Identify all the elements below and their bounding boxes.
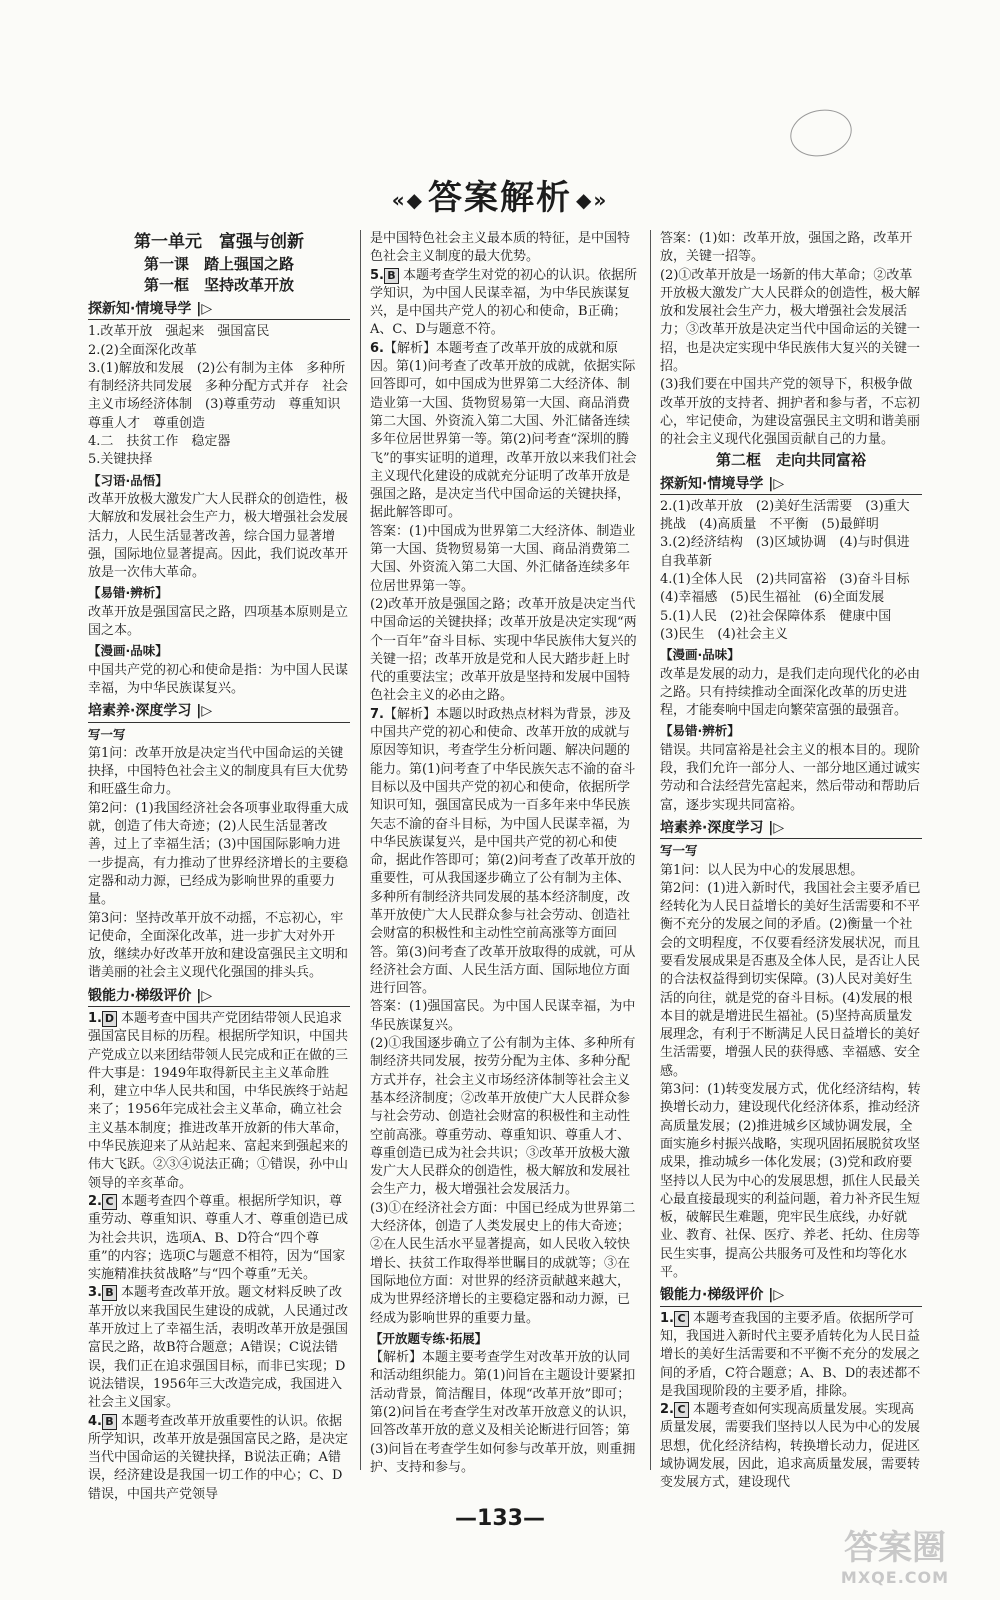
unit-heading: 第一单元 富强与创新 xyxy=(134,232,304,252)
subheading: 【习语·品悟】 xyxy=(88,472,168,488)
answer-badge: D xyxy=(102,1011,117,1027)
answer-badge: B xyxy=(384,268,399,284)
answer-item: 6.【解析】本题考查了改革开放的成就和原因。第(1)问考查了改革开放的成就，依据实际回答即可，如中国成为世界第二大经济体、制造业第一大国、货物贸易第一大国、商品消费第二大国、外资流入第二大国、外汇储备连续多年位居世界第一等。第(2)问考查“深圳的腾飞”的事实证明的道理，改革开放以来我们社会主义现代化建设的成就充分证明了改革开放是强国之路，是决定当代中国命运的关键抉择，据此解答即可。 xyxy=(370,340,637,521)
list-item: 5.关键抉择 xyxy=(88,452,153,468)
stamp-seal xyxy=(786,104,856,162)
paragraph: (3)我们要在中国共产党的领导下，积极争做改革开放的支持者、拥护者和参与者，不忘初心，牢记使命，为建设富强民主文明和谐美丽的社会主义现代化强国贡献自己的力量。 xyxy=(660,377,921,448)
subheading: 写一写 xyxy=(660,843,698,859)
section-heading: 锻能力·梯级评价 |▷ xyxy=(88,987,350,1007)
paragraph: 第1问：改革开放是决定当代中国命运的关键抉择，中国特色社会主义的制度具有巨大优势和旺盛生命力。 xyxy=(88,745,349,798)
section-heading: 培素养·深度学习 |▷ xyxy=(88,702,350,722)
answer-item: 7.【解析】本题以时政热点材料为背景，涉及中国共产党的初心和使命、改革开放的成就与原因等知识，考查学生分析问题、解决问题的能力。第(1)问考查了中华民族矢志不渝的奋斗目标以及中国共产党的初心和使命，依据所学知识可知，强国富民成为一百多年来中华民族矢志不渝的奋斗目标，为中国人民谋幸福，为中华民族谋复兴，是中国共产党的初心和使命，据此作答即可；第(2)问考查了改革开放的重要性，可从我国逐步确立了公有制为主体、多种所有制经济共同发展的基本经济制度，改革开放使广大人民群众参与社会劳动、创造社会财富的积极性和主动性空前高涨等方面回答。第(3)问考查了改革开放取得的成就，可从经济社会方面、人民生活方面、国际地位方面进行回答。 xyxy=(370,706,636,997)
paragraph: 第3问：坚持改革开放不动摇，不忘初心，牢记使命，全面深化改革，进一步扩大对外开放，继续办好改革开放和建设富强民主文明和谐美丽的社会主义现代化强国的排头兵。 xyxy=(88,910,349,981)
diamond-deco-icon: «◆ xyxy=(391,187,424,212)
column-divider xyxy=(650,230,651,1470)
answer-badge: C xyxy=(102,1194,117,1210)
list-item: 4.二 扶贫工作 稳定器 xyxy=(88,434,231,450)
paragraph: 改革开放是强国富民之路，四项基本原则是立国之本。 xyxy=(88,604,349,639)
list-item: 4.(1)全体人民 (2)共同富裕 (3)奋斗目标 (4)幸福感 (5)民生福祉 (6)全面发展 xyxy=(660,572,923,606)
answer-item: 4. B 本题考查改革开放重要性的认识。依据所学知识，改革开放是强国富民之路，是决定当代中国命运的关键抉择，B说法正确；A错误，经济建设是我国一切工作的中心；C、D错误，中国共产党领导 xyxy=(88,1413,349,1502)
paragraph: (2)①改革开放是一场新的伟大革命；②改革开放极大激发广大人民群众的创造性，极大解放和发展社会生产力，极大增强社会发展活力；③改革开放是决定当代中国命运的关键一招，也是决定实现中华民族伟大复兴的关键一招。 xyxy=(660,267,921,375)
paragraph: 中国共产党的初心和使命是指：为中国人民谋幸福，为中华民族谋复兴。 xyxy=(88,662,349,696)
answer-item: 1. D 本题考查中国共产党团结带领人民追求强国富民目标的历程。根据所学知识，中国共产党成立以来团结带领人民完成和正在做的三件大事是：1949年取得新民主主义革命胜利，建立中华人民共和国，中华民族终于站起来了；1956年完成社会主义革命，确立社会主义基本制度；推进改革开放新的伟大革命，中华民族迎来了从站起来、富起来到强起来的伟大飞跃。②③④说法正确；①错误，孙中山领导的辛亥革命。 xyxy=(88,1010,349,1191)
paragraph: 答案：(1)如：改革开放，强国之路，改革开放，关键一招等。 xyxy=(660,231,913,265)
list-item: 2.(1)改革开放 (2)美好生活需要 (3)重大挑战 (4)高质量 不平衡 (5)最鲜明 xyxy=(660,498,910,533)
frame-heading: 第一框 坚持改革开放 xyxy=(143,276,294,294)
frame-heading: 第二框 走向共同富裕 xyxy=(715,450,866,469)
title-text: 答案解析 xyxy=(428,178,572,218)
answer-item: 5. B 本题考查学生对党的初心的认识。依据所学知识，为中国人民谋幸福，为中华民族谋复兴，是中国共产党人的初心和使命，B正确；A、C、D与题意不符。 xyxy=(370,267,637,338)
subheading: 【易错·辨析】 xyxy=(660,723,740,739)
list-item: 2.(2)全面深化改革 xyxy=(88,342,197,358)
paragraph: 第2问：(1)进入新时代，我国社会主要矛盾已经转化为人民日益增长的美好生活需要和不平衡不充分的发展之间的矛盾。(2)衡量一个社会的文明程度，不仅要看经济发展状况，而且要看发展成果是否惠及全体人民，是否让人民的合法权益得到切实保障。(3)人民对美好生活的向往，就是党的奋斗目标。(4)发展的根本目的就是增进民生福祉。(5)坚持高质量发展理念，有利于不断满足人民日益增长的美好生活需要，增强人民的获得感、幸福感、安全感。 xyxy=(660,880,921,1079)
column-divider xyxy=(360,230,361,1470)
section-heading: 探新知·情境导学 |▷ xyxy=(88,300,350,320)
section-heading: 培素养·深度学习 |▷ xyxy=(660,819,922,839)
paragraph: 答案：(1)强国富民。为中国人民谋幸福，为中华民族谋复兴。 xyxy=(370,999,636,1033)
watermark-url: MXQE.COM xyxy=(840,1568,950,1587)
column-3 xyxy=(660,230,922,1510)
answer-badge: B xyxy=(102,1285,117,1301)
paragraph: 【解析】本题主要考查学生对改革开放的认同和活动组织能力。第(1)问旨在主题设计要紧扣活动背景，简洁醒目，体现“改革开放”即可；第(2)问旨在考查学生对改革开放意义的认识，回答改革开放的意义及相关论断进行回答；第(3)问旨在考查学生如何参与改革开放，则重拥护、支持和参与。 xyxy=(370,1350,636,1475)
subheading: 【开放题专练·拓展】 xyxy=(370,1330,488,1346)
page-title xyxy=(0,170,1000,219)
page-number: —133— xyxy=(455,1506,545,1531)
paragraph: 是中国特色社会主义最本质的特征，是中国特色社会主义制度的最大优势。 xyxy=(370,231,631,265)
paragraph: (2)改革开放是强国之路；改革开放是决定当代中国命运的关键抉择；改革开放是决定实现“两个一百年”奋斗目标、实现中华民族伟大复兴的关键一招；改革开放是党和人民大踏步赶上时代的重要法宝；改革开放是坚持和发展中国特色社会主义的必由之路。 xyxy=(370,596,637,704)
paragraph: 答案：(1)中国成为世界第二大经济体、制造业第一大国、货物贸易第一大国、商品消费第二大国、外资流入第二大国、外汇储备连续多年位居世界第一等。 xyxy=(370,523,636,594)
subheading: 写一写 xyxy=(88,726,126,742)
watermark-text: 答案圈 xyxy=(844,1528,946,1568)
answer-badge: B xyxy=(102,1414,117,1430)
list-item: 1.改革开放 强起来 强国富民 xyxy=(88,324,270,340)
paragraph: 第1问：以人民为中心的发展思想。 xyxy=(660,862,864,878)
paragraph: 第2问：(1)我国经济社会各项事业取得重大成就，创造了伟大奇迹；(2)人民生活显著改善，过上了幸福生活；(3)中国国际影响力进一步提高，有力推动了世界经济增长的主要稳定器和动力源，已经成为影响世界的重要力量。 xyxy=(88,800,349,908)
paragraph: (2)①我国逐步确立了公有制为主体、多种所有制经济共同发展，按劳分配为主体、多种分配方式并存，社会主义市场经济体制等社会主义基本经济制度；②改革开放使广大人民群众参与社会劳动、创造社会财富的积极性和主动性空前高涨。尊重劳动、尊重知识、尊重人才、尊重创造已成为社会共识；③改革开放极大激发广大人民群众的创造性，极大解放和发展社会生产力，极大增强社会发展活力。 xyxy=(370,1036,636,1198)
subheading: 【漫画·品味】 xyxy=(88,643,168,659)
column-2 xyxy=(370,230,640,1510)
answer-item: 2. C 本题考查四个尊重。根据所学知识，尊重劳动、尊重知识、尊重人才、尊重创造已成为社会共识，选项A、B、D符合“四个尊重”的内容；选项C与题意不相符，因为“国家实施精准扶贫战略”与“四个尊重”无关。 xyxy=(88,1193,349,1283)
list-item: 5.(1)人民 (2)社会保障体系 健康中国 (3)民生 (4)社会主义 xyxy=(660,608,905,642)
answer-badge: C xyxy=(674,1311,689,1327)
answer-badge: C xyxy=(674,1402,689,1418)
paragraph: 改革开放极大激发广大人民群众的创造性，极大解放和发展社会生产力，极大增强社会发展活力，人民生活显著改善，综合国力显著增强，国际地位显著提高。因此，我们说改革开放是一次伟大革命。 xyxy=(88,491,349,581)
diamond-deco-icon: ◆» xyxy=(576,187,609,212)
paragraph: 第3问：(1)转变发展方式，优化经济结构，转换增长动力，建设现代化经济体系，推动经济高质量发展；(2)推进城乡区域协调发展，全面实施乡村振兴战略，实现巩固拓展脱贫攻坚成果，推动城乡一体化发展；(3)党和政府要坚持以人民为中心的发展思想，抓住人民最关心最直接最现实的利益问题，着力补齐民生短板，破解民生难题，兜牢民生底线，办好就业、教育、社保、医疗、养老、托幼、住房等民生实事，提高公共服务可及性和均等化水平。 xyxy=(660,1082,921,1281)
paragraph: (3)①在经济社会方面：中国已经成为世界第二大经济体，创造了人类发展史上的伟大奇迹；②在人民生活水平显著提高，如人民收入较快增长、扶贫工作取得举世瞩目的成就等；③在国际地位方面：对世界的经济贡献越来越大，成为世界经济增长的主要稳定器和动力源，已经成为影响世界的重要力量。 xyxy=(370,1200,636,1326)
answer-item: 1. C 本题考查我国的主要矛盾。依据所学可知，我国进入新时代主要矛盾转化为人民日益增长的美好生活需要和不平衡不充分的发展之间的矛盾，C符合题意；A、B、D的表述都不是我国现阶段的主要矛盾，排除。 xyxy=(660,1310,921,1399)
paragraph: 错误。共同富裕是社会主义的根本目的。现阶段，我们允许一部分人、一部分地区通过诚实劳动和合法经营先富起来，然后带动和帮助后富，逐步实现共同富裕。 xyxy=(660,742,921,813)
list-item: 3.(2)经济结构 (3)区域协调 (4)与时俱进 自我革新 xyxy=(660,535,923,569)
lesson-heading: 第一课 踏上强国之路 xyxy=(143,255,294,273)
answer-item: 3. B 本题考查改革开放。题文材料反映了改革开放以来我国民生建设的成就，人民通过改革开放过上了幸福生活，表明改革开放是强国富民之路，故B符合题意；A错误；C说法错误，我们正在追求强国目标，而非已实现；D说法错误，1956年三大改造完成，我国进入社会主义国家。 xyxy=(88,1285,349,1411)
column-1 xyxy=(88,230,354,1510)
answer-item: 2. C 本题考查如何实现高质量发展。实现高质量发展，需要我们坚持以人民为中心的发展思想，优化经济结构，转换增长动力，促进区域协调发展，因此，追求高质量发展，需要转变发展方式，建设现代 xyxy=(660,1402,921,1491)
subheading: 【易错·辨析】 xyxy=(88,585,168,601)
paragraph: 改革是发展的动力，是我们走向现代化的必由之路。只有持续推动全面深化改革的历史进程，才能奏响中国走向繁荣富强的最强音。 xyxy=(660,666,921,719)
list-item: 3.(1)解放和发展 (2)公有制为主体 多种所有制经济共同发展 多种分配方式并存 社会主义市场经济体制 (3)尊重劳动 尊重知识 尊重人才 尊重创造 xyxy=(88,360,354,431)
section-heading: 探新知·情境导学 |▷ xyxy=(660,475,922,495)
subheading: 【漫画·品味】 xyxy=(660,647,740,663)
section-heading: 锻能力·梯级评价 |▷ xyxy=(660,1286,922,1306)
watermark-logo xyxy=(810,1528,980,1588)
